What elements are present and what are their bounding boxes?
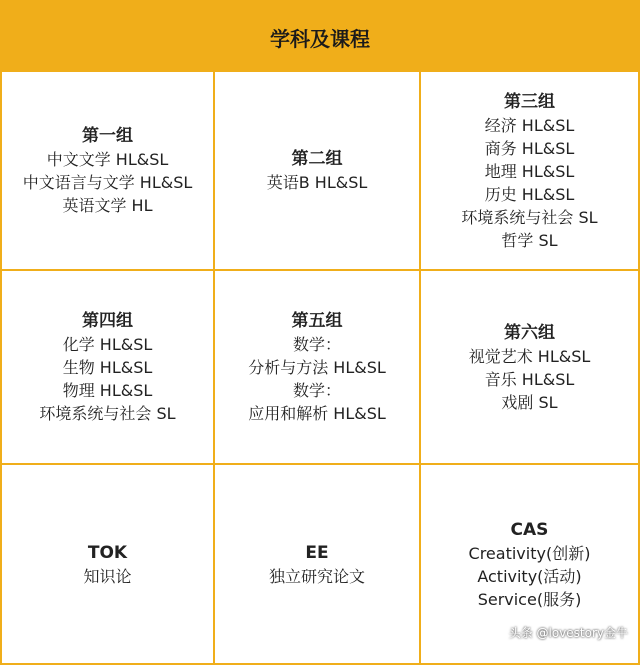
cell-line: 戏剧 SL — [501, 392, 558, 412]
cell-line: 商务 HL&SL — [484, 138, 575, 158]
subject-cell — [215, 72, 421, 271]
cell-line: 环境系统与社会 SL — [39, 404, 176, 423]
cell-line: 历史 HL&SL — [484, 184, 575, 204]
cell-title: CAS — [510, 519, 549, 540]
subject-cell — [2, 271, 215, 465]
cell-line: 环境系统与社会 SL — [461, 207, 598, 227]
cell-line: Activity(活动) — [477, 566, 582, 586]
cell-line: 物理 HL&SL — [62, 381, 153, 400]
cell-title: 第四组 — [82, 311, 133, 331]
cell-line: 分析与方法 HL&SL — [248, 358, 386, 377]
cell-line: 中文文学 HL&SL — [46, 150, 169, 169]
cell-line: 地理 HL&SL — [484, 161, 575, 181]
cell-line: 应用和解析 HL&SL — [248, 404, 386, 423]
table-header — [2, 2, 638, 72]
cell-line: 化学 HL&SL — [62, 335, 153, 354]
cell-line: 数学： — [292, 381, 341, 400]
cell-line: 数学： — [292, 335, 341, 354]
subject-grid — [2, 72, 638, 663]
cell-line: 知识论 — [83, 566, 132, 586]
subject-cell — [421, 271, 638, 465]
cell-line: 中文语言与文学 HL&SL — [22, 173, 193, 192]
subject-cell — [215, 465, 421, 663]
cell-line: 英语文学 HL — [62, 196, 153, 215]
subject-cell — [2, 72, 215, 271]
subject-cell — [215, 271, 421, 465]
cell-line: 哲学 SL — [501, 230, 558, 250]
cell-title: 第二组 — [291, 149, 343, 169]
cell-line: 英语B HL&SL — [266, 173, 368, 192]
cell-line: 视觉艺术 HL&SL — [468, 346, 591, 366]
cell-title: EE — [305, 542, 329, 563]
cell-title: 第五组 — [291, 311, 343, 331]
watermark: 头条 @lovestory金牛 — [508, 626, 628, 640]
cell-line: 经济 HL&SL — [484, 115, 575, 135]
table-title: 学科及课程 — [270, 26, 370, 51]
cell-line: 音乐 HL&SL — [484, 369, 575, 389]
cell-title: TOK — [87, 542, 128, 563]
subject-cell — [2, 465, 215, 663]
cell-line: 生物 HL&SL — [62, 358, 153, 377]
cell-title: 第一组 — [82, 126, 133, 146]
cell-line: Service(服务) — [477, 589, 582, 609]
cell-title: 第三组 — [504, 91, 555, 112]
subject-cell — [421, 72, 638, 271]
cell-line: 独立研究论文 — [268, 566, 365, 586]
cell-title: 第六组 — [504, 322, 555, 343]
cell-line: Creativity(创新) — [468, 543, 591, 563]
